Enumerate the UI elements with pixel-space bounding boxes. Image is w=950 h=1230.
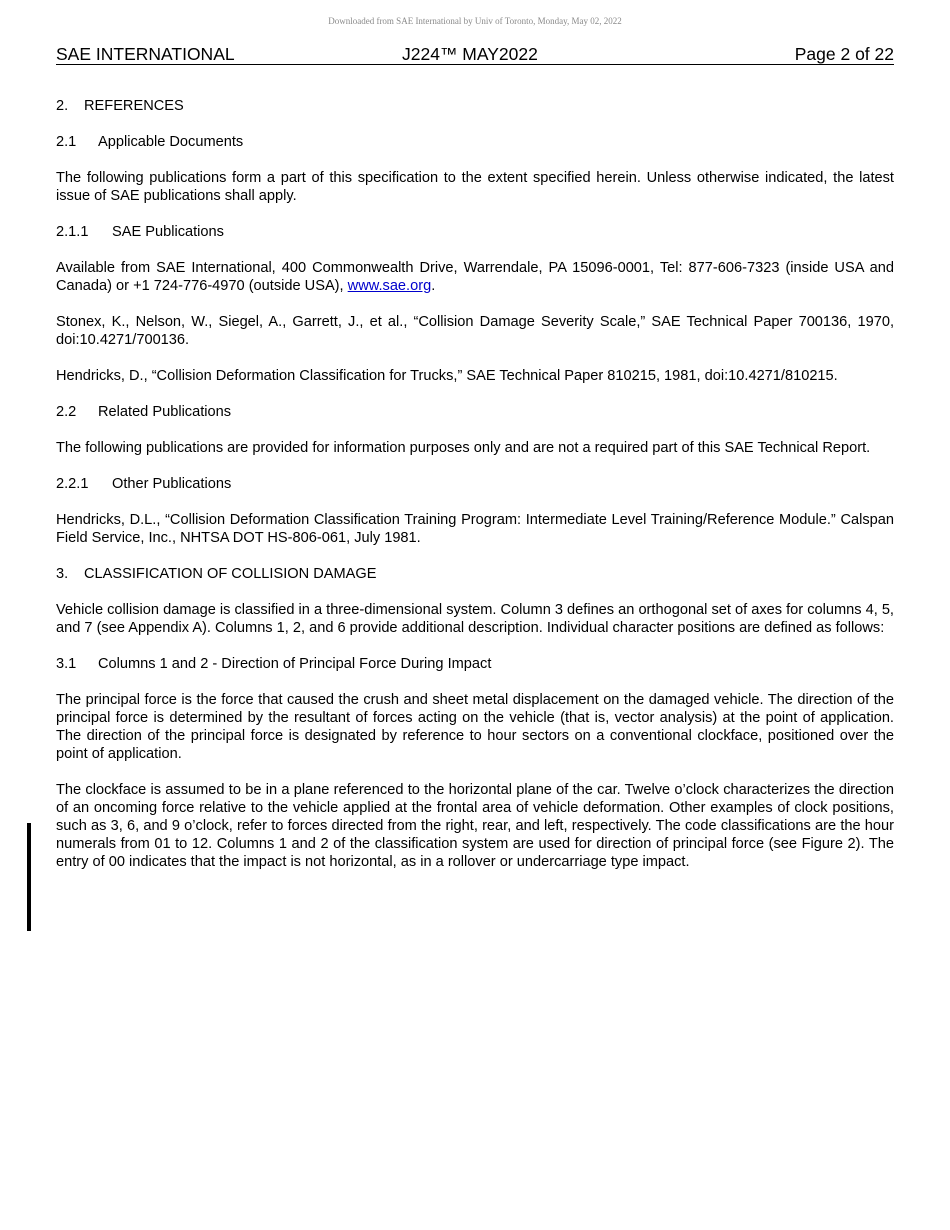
section-number: 2.1.1 [56,224,89,240]
section-title: CLASSIFICATION OF COLLISION DAMAGE [84,566,377,582]
section-number: 3.1 [56,656,77,672]
section-title: Applicable Documents [98,134,244,150]
paragraph-clockface: The clockface is assumed to be in a plane referenced to the horizontal plane of the car. Twelve o’clock characterizes the direction of an oncoming force relative to the vehicle applied at the frontal area of vehicle deformation. Other examples of clock positions, such as 3, 6, and 9 o’clock, refer to forces directed from the right, rear, and left, respectively. The code classifications are the hour numerals from 01 to 12. Columns 1 and 2 of the classification system are used for direction of principal force (see Figure 2). The entry of 00 indicates that the impact is not horizontal, as in a rollover or undercarriage type impact. [56,782,894,870]
reference-hendricks-training: Hendricks, D.L., “Collision Deformation Classification Training Program: Intermediate Level Training/Reference Module.” Calspan Field Service, Inc., NHTSA DOT HS-806-061, July 1981. [56,512,894,546]
download-watermark: Downloaded from SAE International by Univ of Toronto, Monday, May 02, 2022 [328,16,622,26]
reference-hendricks-trucks: Hendricks, D., “Collision Deformation Classification for Trucks,” SAE Technical Paper 810215, 1981, doi:10.4271/810215. [56,368,838,384]
paragraph-related-publications: The following publications are provided for information purposes only and are not a required part of this SAE Technical Report. [56,440,871,456]
paragraph-applicable-documents: The following publications form a part of this specification to the extent specified herein. Unless otherwise indicated, the latest issue of SAE publications shall apply. [56,170,894,204]
section-heading-other-publications [56,475,894,493]
header-page-number: Page 2 of 22 [794,44,894,64]
section-heading-direction-of-force [56,655,894,673]
section-heading-applicable-documents [56,133,894,151]
header-org: SAE INTERNATIONAL [56,44,235,64]
section-title: Other Publications [112,476,232,492]
paragraph-availability [56,259,894,295]
section-heading-sae-publications [56,223,894,241]
section-heading-references [56,97,894,115]
section-number: 2.1 [56,134,77,150]
reference-stonex: Stonex, K., Nelson, W., Siegel, A., Garrett, J., et al., “Collision Damage Severity Scale,” SAE Technical Paper 700136, 1970, doi:10.4271/700136. [56,314,894,348]
section-title: Columns 1 and 2 - Direction of Principal Force During Impact [98,656,492,672]
page-header [56,44,894,65]
section-number: 2. [56,98,69,114]
revision-change-bar [27,823,31,931]
section-title: Related Publications [98,404,232,420]
section-number: 2.2 [56,404,77,420]
section-number: 3. [56,566,69,582]
section-heading-related-publications [56,403,894,421]
header-doc-id: J224™ MAY2022 [402,44,538,64]
availability-period: . [431,278,436,294]
document-body [56,97,894,889]
section-title: REFERENCES [84,98,184,114]
availability-text: Available from SAE International, 400 Commonwealth Drive, Warrendale, PA 15096-0001, Tel: 877-606-7323 (inside USA and Canada) or +1 724-776-4970 (outside USA), [56,260,894,294]
sae-website-link[interactable]: www.sae.org [347,278,432,294]
section-title: SAE Publications [112,224,224,240]
paragraph-classification: Vehicle collision damage is classified in a three-dimensional system. Column 3 defines an orthogonal set of axes for columns 4, 5, and 7 (see Appendix A). Columns 1, 2, and 6 provide additional description. Individual character positions are defined as follows: [56,602,894,636]
section-heading-classification [56,565,894,583]
section-number: 2.2.1 [56,476,89,492]
paragraph-principal-force: The principal force is the force that caused the crush and sheet metal displacement on the damaged vehicle. The direction of the principal force is determined by the resultant of forces acting on the vehicle (that is, vector analysis) at the point of application. The direction of the principal force is designated by reference to hour sectors on a conventional clockface, positioned over the point of application. [56,692,894,762]
